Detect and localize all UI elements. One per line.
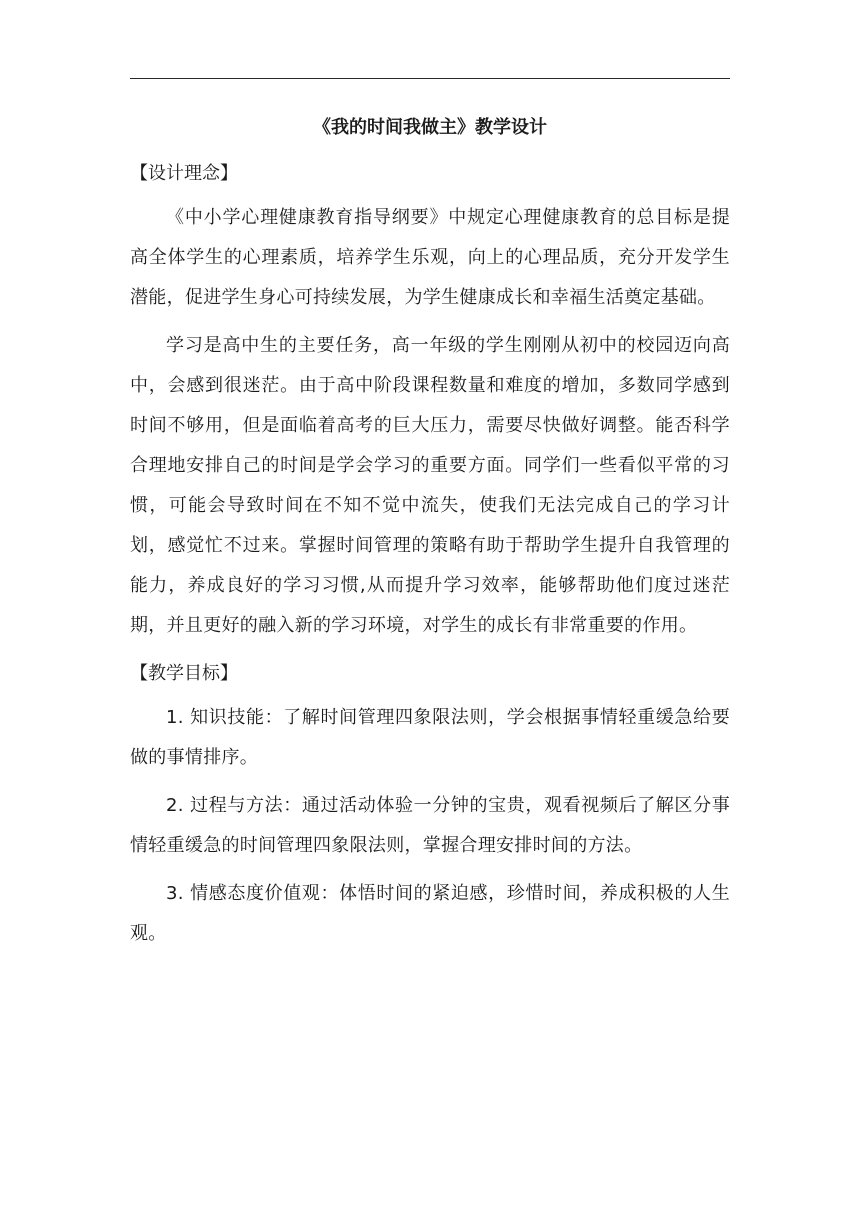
paragraph: 学习是高中生的主要任务，高一年级的学生刚刚从初中的校园迈向高中，会感到很迷茫。由于高中阶段课程数量和难度的增加，多数同学感到时间不够用，但是面临着高考的巨大压力，需要尽快做好调整。能否科学合理地安排自己的时间是学会学习的重要方面。同学们一些看似平常的习惯，可能会导致时间在不知不觉中流失，使我们无法完成自己的学习计划，感觉忙不过来。掌握时间管理的策略有助于帮助学生提升自我管理的能力，养成良好的学习习惯,从而提升学习效率，能够帮助他们度过迷茫期，并且更好的融入新的学习环境，对学生的成长有非常重要的作用。 — [130, 335, 730, 636]
paragraph: 《中小学心理健康教育指导纲要》中规定心理健康教育的总目标是提高全体学生的心理素质，培养学生乐观，向上的心理品质，充分开发学生潜能，促进学生身心可持续发展，为学生健康成长和幸福生活奠定基础。 — [130, 207, 730, 308]
objective-item: 1. 知识技能：了解时间管理四象限法则，学会根据事情轻重缓急给要做的事情排序。 — [130, 707, 730, 768]
header-rule — [130, 78, 730, 79]
section-teaching-objectives — [130, 654, 730, 954]
document-title: 《我的时间我做主》教学设计 — [313, 117, 547, 138]
objective-item: 3. 情感态度价值观：体悟时间的紧迫感，珍惜时间，养成积极的人生观。 — [130, 883, 730, 944]
objective-item: 2. 过程与方法：通过活动体验一分钟的宝贵，观看视频后了解区分事情轻重缓急的时间管理四象限法则，掌握合理安排时间的方法。 — [130, 795, 730, 856]
section-heading: 【教学目标】 — [130, 663, 238, 684]
section-heading: 【设计理念】 — [130, 163, 238, 184]
document-body — [130, 108, 730, 962]
section-design-concept — [130, 154, 730, 646]
